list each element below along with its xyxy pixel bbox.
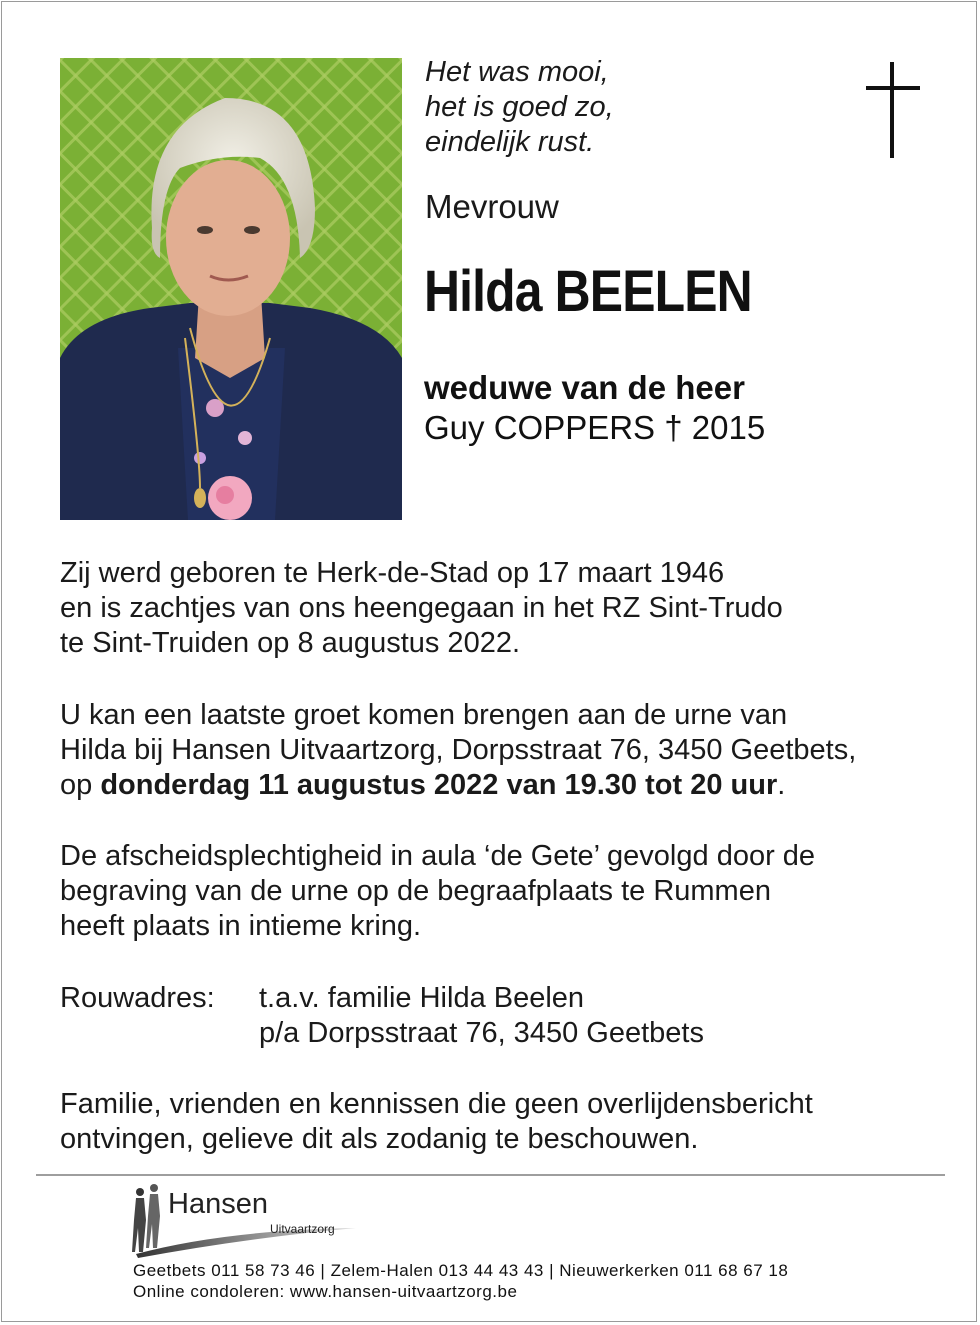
- paragraph-birth: [60, 556, 783, 661]
- spouse-info: [424, 368, 765, 448]
- cross-icon: [864, 62, 924, 158]
- poem-line: het is goed zo,: [425, 91, 614, 123]
- visit-suffix: .: [777, 769, 786, 801]
- poem-line: eindelijk rust.: [425, 126, 595, 158]
- paragraph-ceremony: [60, 839, 815, 944]
- text-line: [60, 768, 856, 803]
- text-line: en is zachtjes van ons heengegaan in het RZ Sint-Trudo: [60, 592, 783, 624]
- address-line-2: p/a Dorpsstraat 76, 3450 Geetbets: [259, 1017, 704, 1049]
- address-label: Rouwadres:: [60, 982, 215, 1014]
- text-line: De afscheidsplechtigheid in aula ‘de Gete’ gevolgd door de: [60, 840, 816, 872]
- spouse-line-2: Guy COPPERS † 2015: [424, 409, 766, 446]
- divider: [36, 1174, 945, 1176]
- address-line-1: t.a.v. familie Hilda Beelen: [259, 982, 585, 1014]
- text-line: Zij werd geboren te Herk-de-Stad op 17 maart 1946: [60, 557, 725, 589]
- text-line: begraving van de urne op de begraafplaats te Rummen: [60, 875, 771, 907]
- text-line: te Sint-Truiden op 8 augustus 2022.: [60, 627, 521, 659]
- text-line: heeft plaats in intieme kring.: [60, 910, 422, 942]
- text-line: Familie, vrienden en kennissen die geen overlijdensbericht: [60, 1088, 813, 1120]
- paragraph-visit: [60, 698, 856, 803]
- visit-prefix: op: [60, 769, 101, 801]
- deceased-name: Hilda BEELEN: [424, 259, 752, 324]
- contact-phones: Geetbets 011 58 73 46 | Zelem-Halen 013 44 43 43 | Nieuwerkerken 011 68 67 18: [133, 1261, 789, 1280]
- salutation: Mevrouw: [425, 188, 559, 225]
- paragraph-notice: [60, 1087, 813, 1157]
- online-condolences-link[interactable]: Online condoleren: www.hansen-uitvaartzorg.be: [133, 1282, 518, 1301]
- visit-date-time: donderdag 11 augustus 2022 van 19.30 tot 20 uur: [100, 769, 778, 801]
- text-line: [60, 981, 704, 1016]
- funeral-home-name: Hansen: [168, 1188, 268, 1220]
- text-line: Hilda bij Hansen Uitvaartzorg, Dorpsstraat 76, 3450 Geetbets,: [60, 734, 857, 766]
- poem: [425, 55, 614, 160]
- poem-line: Het was mooi,: [425, 56, 609, 88]
- portrait-photo: [60, 58, 402, 520]
- text-line: ontvingen, gelieve dit als zodanig te beschouwen.: [60, 1123, 699, 1155]
- text-line: U kan een laatste groet komen brengen aan de urne van: [60, 699, 788, 731]
- mourning-address: [60, 981, 704, 1051]
- funeral-home-subtitle: Uitvaartzorg: [270, 1222, 335, 1236]
- spouse-line-1: weduwe van de heer: [424, 369, 745, 406]
